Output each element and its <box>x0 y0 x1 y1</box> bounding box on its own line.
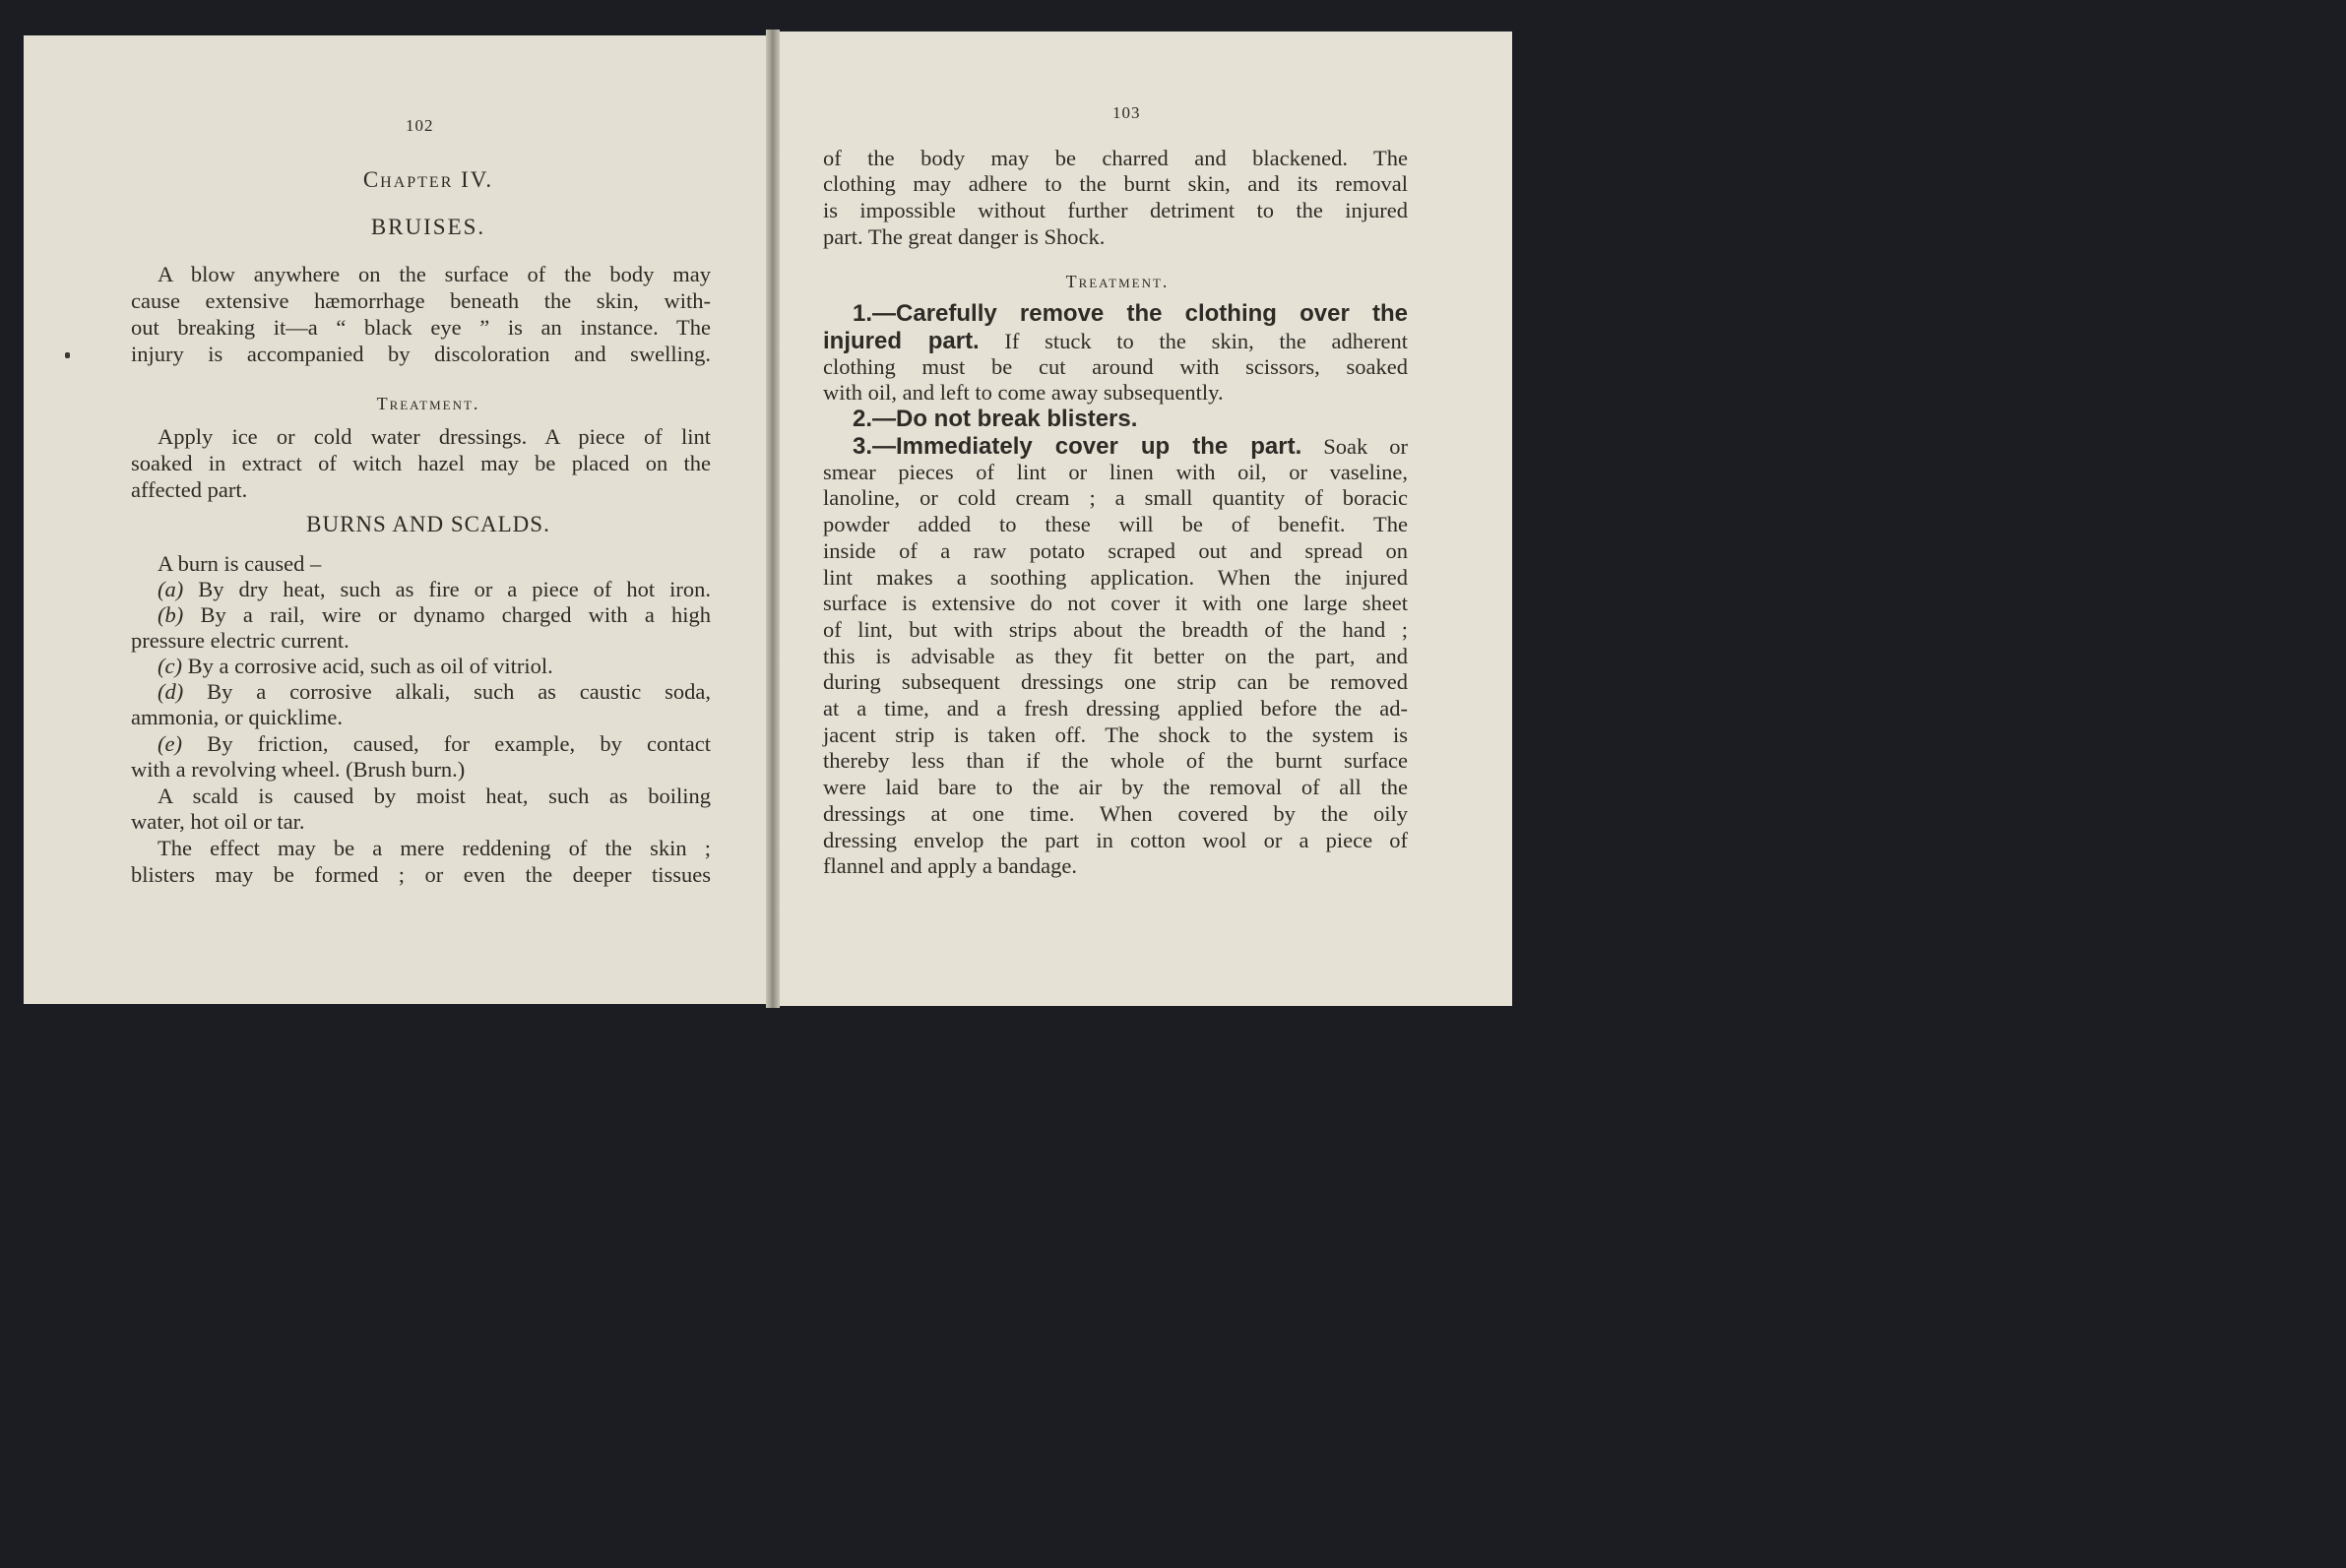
text-line: A scald is caused by moist heat, such as boiling <box>158 784 711 808</box>
text-line: surface is extensive do not cover it with one large sheet <box>823 591 1408 615</box>
text-line: this is advisable as they fit better on the part, and <box>823 644 1408 668</box>
burns-scalds-heading: BURNS AND SCALDS. <box>306 512 550 536</box>
step-1-line: injured part. If stuck to the skin, the adherent <box>823 328 1409 354</box>
text-line: A blow anywhere on the surface of the body may <box>158 262 711 286</box>
list-item: (c) By a corrosive acid, such as oil of vitriol. <box>158 654 553 678</box>
text-line: flannel and apply a bandage. <box>823 853 1078 878</box>
text-line: smear pieces of lint or linen with oil, or vaseline, <box>823 460 1408 484</box>
text-line: clothing must be cut around with scissors, soaked <box>823 354 1408 379</box>
list-item: (d) By a corrosive alkali, such as caustic soda, <box>158 679 711 704</box>
list-item-continuation: pressure electric current. <box>131 628 349 653</box>
ink-speck <box>65 352 70 358</box>
list-item: (e) By friction, caused, for example, by contact <box>158 731 711 756</box>
text-line: affected part. <box>131 477 248 502</box>
text-line: were laid bare to the air by the removal of all the <box>823 775 1408 799</box>
list-item: (b) By a rail, wire or dynamo charged with a high <box>158 602 711 627</box>
treatment-heading-left: Treatment. <box>376 394 480 413</box>
page-number-right: 103 <box>1112 103 1141 122</box>
list-item-continuation: with a revolving wheel. (Brush burn.) <box>131 757 466 782</box>
text-line: thereby less than if the whole of the burnt surface <box>823 748 1408 773</box>
step-3-line: 3.—Immediately cover up the part. Soak or <box>853 433 1409 460</box>
list-item-continuation: ammonia, or quicklime. <box>131 705 343 729</box>
text-line: cause extensive hæmorrhage beneath the skin, with- <box>131 288 711 313</box>
text-line: The effect may be a mere reddening of the skin ; <box>158 836 711 860</box>
text-line: dressings at one time. When covered by the oily <box>823 801 1408 826</box>
text-line: jacent strip is taken off. The shock to the system is <box>823 722 1408 747</box>
text-line: soaked in extract of witch hazel may be placed on the <box>131 451 711 475</box>
bruises-heading: BRUISES. <box>370 215 486 239</box>
text-line: lanoline, or cold cream ; a small quantity of boracic <box>823 485 1408 510</box>
text-line: blisters may be formed ; or even the deeper tissues <box>131 862 711 887</box>
text-line: powder added to these will be of benefit. The <box>823 512 1408 536</box>
text-line: at a time, and a fresh dressing applied before the ad- <box>823 696 1408 721</box>
book-gutter <box>766 30 780 1008</box>
text-line: injury is accompanied by discoloration and swelling. <box>131 342 711 366</box>
text-line: water, hot oil or tar. <box>131 809 305 834</box>
step-2-heading: 2.—Do not break blisters. <box>853 406 1138 432</box>
burn-cause-intro: A burn is caused – <box>158 551 322 576</box>
treatment-heading-right: Treatment. <box>1065 272 1170 291</box>
text-line: Apply ice or cold water dressings. A piece of lint <box>158 424 711 449</box>
chapter-heading: Chapter IV. <box>362 167 494 192</box>
text-line: inside of a raw potato scraped out and spread on <box>823 538 1408 563</box>
text-line: out breaking it—a “ black eye ” is an instance. The <box>131 315 711 340</box>
text-line: part. The great danger is Shock. <box>823 224 1106 249</box>
text-line: of the body may be charred and blackened. The <box>823 146 1408 170</box>
text-line: lint makes a soothing application. When the injured <box>823 565 1408 590</box>
text-line: is impossible without further detriment to the injured <box>823 198 1408 222</box>
text-line: of lint, but with strips about the breadth of the hand ; <box>823 617 1408 642</box>
text-line: clothing may adhere to the burnt skin, and its removal <box>823 171 1408 196</box>
step-1-heading: 1.—Carefully remove the clothing over the <box>853 300 1408 327</box>
text-line: during subsequent dressings one strip can be removed <box>823 669 1408 694</box>
page-number-left: 102 <box>406 116 434 135</box>
text-line: with oil, and left to come away subsequently. <box>823 380 1224 405</box>
list-item: (a) By dry heat, such as fire or a piece of hot iron. <box>158 577 711 601</box>
text-line: dressing envelop the part in cotton wool or a piece of <box>823 828 1408 852</box>
